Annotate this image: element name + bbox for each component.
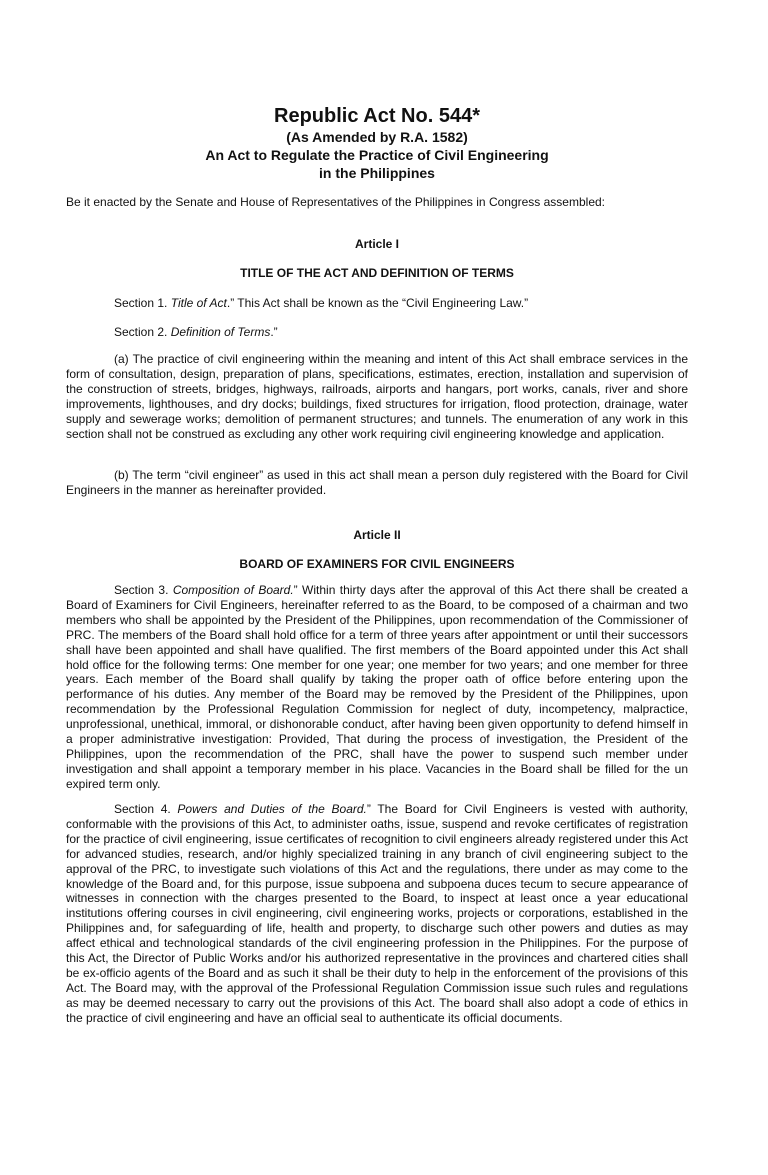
document-title: Republic Act No. 544* [274, 105, 480, 127]
paragraph-b: (b) The term “civil engineer” as used in this act shall mean a person duly registered with the Board for Civil Engineers in the manner as hereinafter provided. [66, 468, 688, 497]
section-3-title: Composition of Board. [172, 583, 294, 597]
section-2 [66, 325, 688, 340]
article-1-label: Article I [354, 237, 399, 251]
amendment-note: (As Amended by R.A. 1582) [286, 129, 468, 145]
section-1 [66, 296, 688, 311]
enacting-clause: Be it enacted by the Senate and House of Representatives of the Philippines in Congress assembled: [66, 195, 605, 209]
paragraph-a: (a) The practice of civil engineering within the meaning and intent of this Act shall embrace services in the form of consultation, design, preparation of plans, specifications, estimates, erection, installation and supervision of the construction of streets, bridges, highways, railroads, airports and hangars, port works, canals, river and shore improvements, lighthouses, and dry docks; buildings, fixed structures for irrigation, flood protection, drainage, water supply and sewerage works; demolition of permanent structures; and tunnels. The enumeration of any work in this section shall not be construed as excluding any other work requiring civil engineering knowledge and application. [66, 352, 688, 441]
section-4-title: Powers and Duties of the Board. [177, 802, 367, 816]
section-3-text: ” Within thirty days after the approval of this Act there shall be created a Board of Examiners for Civil Engineers, hereinafter referred to as the Board, to be composed of a chairman and two members who shall be appointed by the President of the Philippines, upon recommendation of the Commissioner of PRC. The members of the Board shall hold office for a term of three years after appointment or until their successors shall have been appointed and shall have qualified. The first members of the Board appointed under this Act shall hold office for the following terms: One member for one year; one member for two years; and one member for three years. Each member of the Board shall qualify by taking the proper oath of office before entering upon the performance of his duties. Any member of the Board may be removed by the President of the Philippines, upon recommendation by the Professional Regulation Commission for neglect of duty, incompetency, malpractice, unprofessional, unethical, immoral, or dishonorable conduct, after having been given opportunity to defend himself in a proper administrative investigation: Provided, That during the process of investigation, the President of the Philippines, upon the recommendation of the PRC, shall have the power to suspend such member under investigation and shall appoint a temporary member in his place. Vacancies in the Board shall be filled for the un expired term only. [66, 583, 688, 791]
section-1-title: Title of Act [170, 296, 227, 310]
section-1-text: .” This Act shall be known as the “Civil Engineering Law.” [226, 296, 529, 310]
section-3 [66, 583, 688, 792]
article-1-heading: TITLE OF THE ACT AND DEFINITION OF TERMS [240, 266, 514, 280]
act-title-line-1: An Act to Regulate the Practice of Civil Engineering [205, 147, 549, 163]
article-2-heading: BOARD OF EXAMINERS FOR CIVIL ENGINEERS [239, 557, 515, 571]
section-4-number: Section 4. [114, 802, 171, 816]
article-2-label: Article II [353, 528, 401, 542]
section-2-number: Section 2. [114, 325, 168, 339]
act-title-line-2: in the Philippines [319, 165, 435, 181]
section-2-title: Definition of Terms [170, 325, 271, 339]
section-1-number: Section 1. [114, 296, 168, 310]
section-2-text: .” [270, 325, 278, 339]
section-4-text: ” The Board for Civil Engineers is vested with authority, conformable with the provisions of this Act, to administer oaths, issue, suspend and revoke certificates of registration for the practice of civil engineering, issue certificates of recognition to civil engineers already registered under this Act for advanced studies, research, and/or highly specialized training in any branch of civil engineering subject to the approval of the PRC, to investigate such violations of this Act and the regulations, there under as may come to the knowledge of the Board and, for this purpose, issue subpoena and subpoena duces tecum to secure appearance of witnesses in connection with the charges presented to the Board, to inspect at least once a year educational institutions offering courses in civil engineering, civil engineering works, projects or corporations, established in the Philippines and, for safeguarding of life, health and property, to discharge such other powers and duties as may affect ethical and technological standards of the civil engineering profession in the Philippines. For the purpose of this Act, the Director of Public Works and/or his authorized representative in the provinces and chartered cities shall be ex-officio agents of the Board and as such it shall be their duty to help in the enforcement of the provisions of this Act. The Board may, with the approval of the Professional Regulation Commission issue such rules and regulations as may be deemed necessary to carry out the provisions of this Act. The board shall also adopt a code of ethics in the practice of civil engineering and have an official seal to authenticate its official documents. [66, 802, 688, 1025]
section-4 [66, 802, 688, 1026]
section-3-number: Section 3. [114, 583, 169, 597]
